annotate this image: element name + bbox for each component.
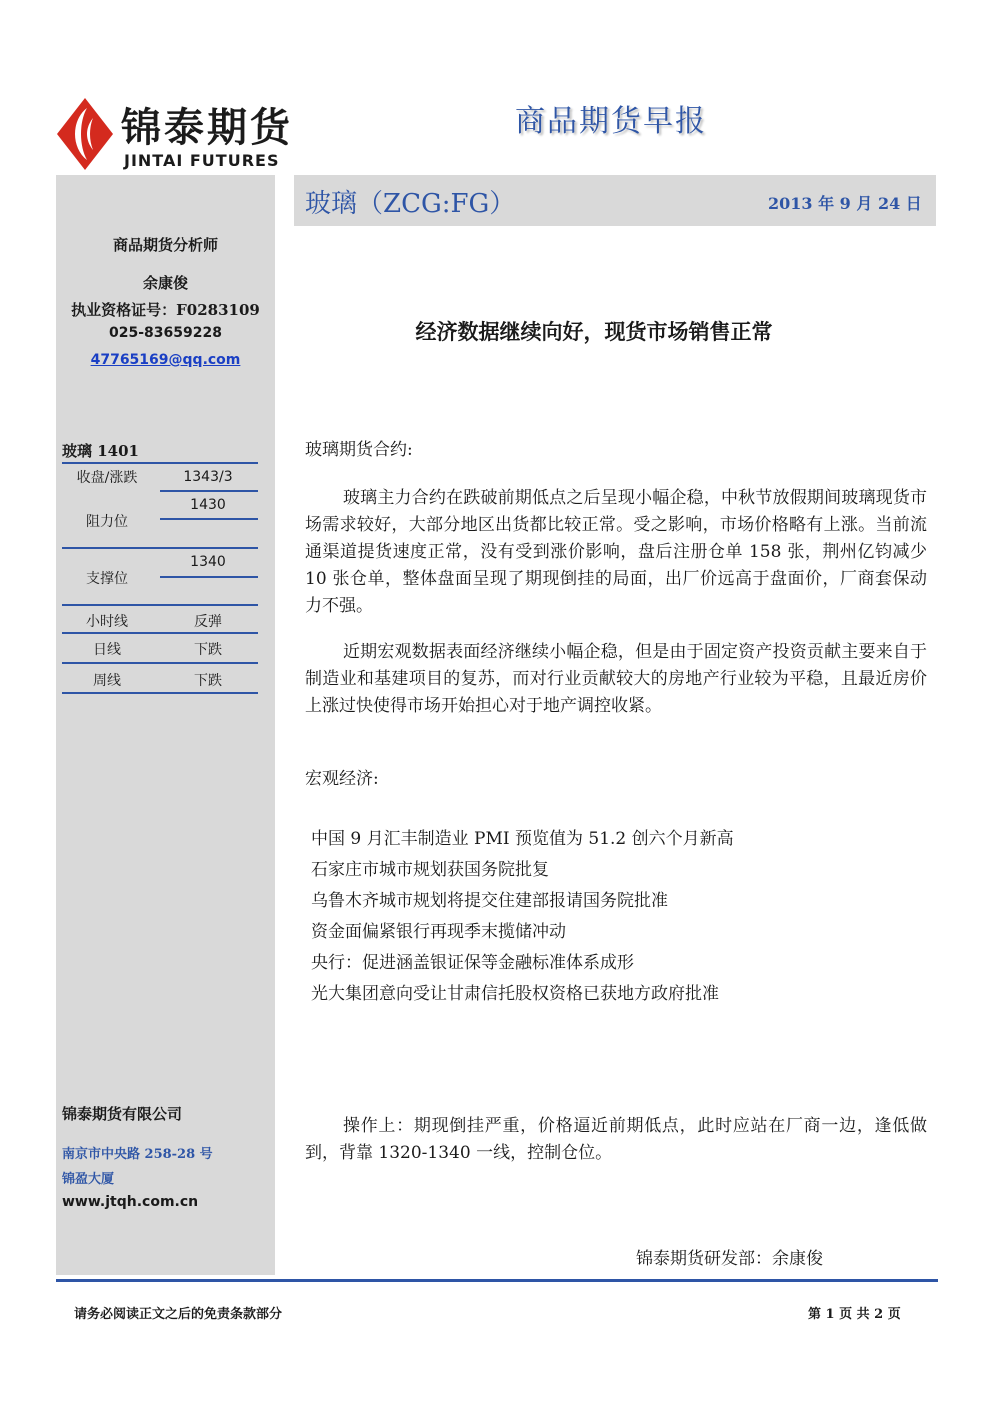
table-rule — [62, 632, 258, 634]
news-item: 中国 9 月汇丰制造业 PMI 预览值为 51.2 创六个月新高 — [311, 829, 734, 849]
table-rule — [160, 518, 258, 520]
support-value: 1340 — [190, 554, 226, 570]
company-address: 南京市中央路 258-28 号 — [62, 1147, 213, 1162]
analyst-title: 商品期货分析师 — [112, 236, 218, 254]
signature: 锦泰期货研发部：余康俊 — [636, 1249, 823, 1269]
disclaimer: 请务必阅读正文之后的免责条款部分 — [74, 1307, 283, 1322]
news-item: 光大集团意向受让甘肃信托股权资格已获地方政府批准 — [311, 984, 719, 1004]
news-item: 央行：促进涵盖银证保等金融标准体系成形 — [311, 953, 634, 973]
resistance-label: 阻力位 — [86, 514, 128, 530]
company-building: 锦盈大厦 — [62, 1172, 115, 1187]
headline: 经济数据继续向好，现货市场销售正常 — [415, 319, 773, 344]
report-date: 2013 年 9 月 24 日 — [768, 194, 922, 213]
trend-value-weekly: 下跌 — [194, 673, 222, 689]
trend-label-hourly: 小时线 — [86, 614, 128, 630]
trend-label-daily: 日线 — [93, 642, 121, 658]
trend-value-daily: 下跌 — [194, 642, 222, 658]
analyst-name: 余康俊 — [142, 274, 188, 292]
analyst-phone: 025-83659228 — [109, 325, 222, 341]
trend-value-hourly: 反弹 — [194, 614, 222, 630]
table-rule — [62, 462, 258, 464]
contract-label: 玻璃 1401 — [62, 442, 139, 460]
table-rule — [62, 692, 258, 694]
analyst-email-text: 47765169@qq.com — [90, 352, 241, 368]
product-name: 玻璃（ZCG:FG） — [305, 189, 516, 219]
paragraph-market: 玻璃主力合约在跌破前期低点之后呈现小幅企稳，中秋节放假期间玻璃现货市场需求较好，大部分地区出货都比较正常。受之影响，市场价格略有上涨。当前流通渠道提货速度正常，没有受到涨价影响，盘后注册仓单 158 张，荆州亿钧减少 10 张仓单，整体盘面呈现了期现倒挂的局面，出厂价远高于盘面价，厂商套保动力不强。 — [305, 488, 927, 616]
jintai-logo-icon — [57, 98, 113, 170]
table-rule — [62, 662, 258, 664]
table-rule — [160, 490, 258, 492]
support-label: 支撑位 — [86, 571, 128, 587]
news-item: 石家庄市城市规划获国务院批复 — [311, 860, 549, 880]
table-rule — [160, 576, 258, 578]
table-rule — [62, 604, 258, 606]
section-title-glass: 玻璃期货合约: — [305, 440, 413, 460]
table-rule — [62, 547, 258, 549]
company-name: 锦泰期货有限公司 — [62, 1105, 183, 1123]
close-value: 1343/3 — [183, 469, 233, 485]
company-website: www.jtqh.com.cn — [62, 1194, 199, 1210]
close-label: 收盘/涨跌 — [76, 470, 138, 486]
paragraph-macro: 近期宏观数据表面经济继续小幅企稳，但是由于固定资产投资贡献主要来自于制造业和基建项目的复苏，而对行业贡献较大的房地产行业较为平稳，且最近房价上涨过快使得市场开始担心对于地产调控收紧。 — [305, 642, 927, 716]
trend-label-weekly: 周线 — [93, 673, 121, 689]
footer-divider — [56, 1279, 938, 1282]
page-number: 第 1 页 共 2 页 — [808, 1307, 901, 1322]
news-item: 资金面偏紧银行再现季末揽储冲动 — [311, 922, 566, 942]
paragraph-operation: 操作上：期现倒挂严重，价格逼近前期低点，此时应站在厂商一边，逢低做到，背靠 1320-1340 一线，控制仓位。 — [305, 1116, 927, 1163]
section-title-macro: 宏观经济: — [305, 769, 379, 789]
news-item: 乌鲁木齐城市规划将提交住建部报请国务院批准 — [311, 891, 668, 911]
report-title: 商品期货早报 — [515, 104, 707, 139]
brand-name-cn: 锦泰期货 — [121, 105, 293, 151]
brand-name-en: JINTAI FUTURES — [124, 151, 280, 170]
analyst-license: 执业资格证号：F0283109 — [71, 301, 260, 319]
resistance-value: 1430 — [190, 497, 226, 513]
analyst-email-link[interactable] — [56, 352, 275, 368]
